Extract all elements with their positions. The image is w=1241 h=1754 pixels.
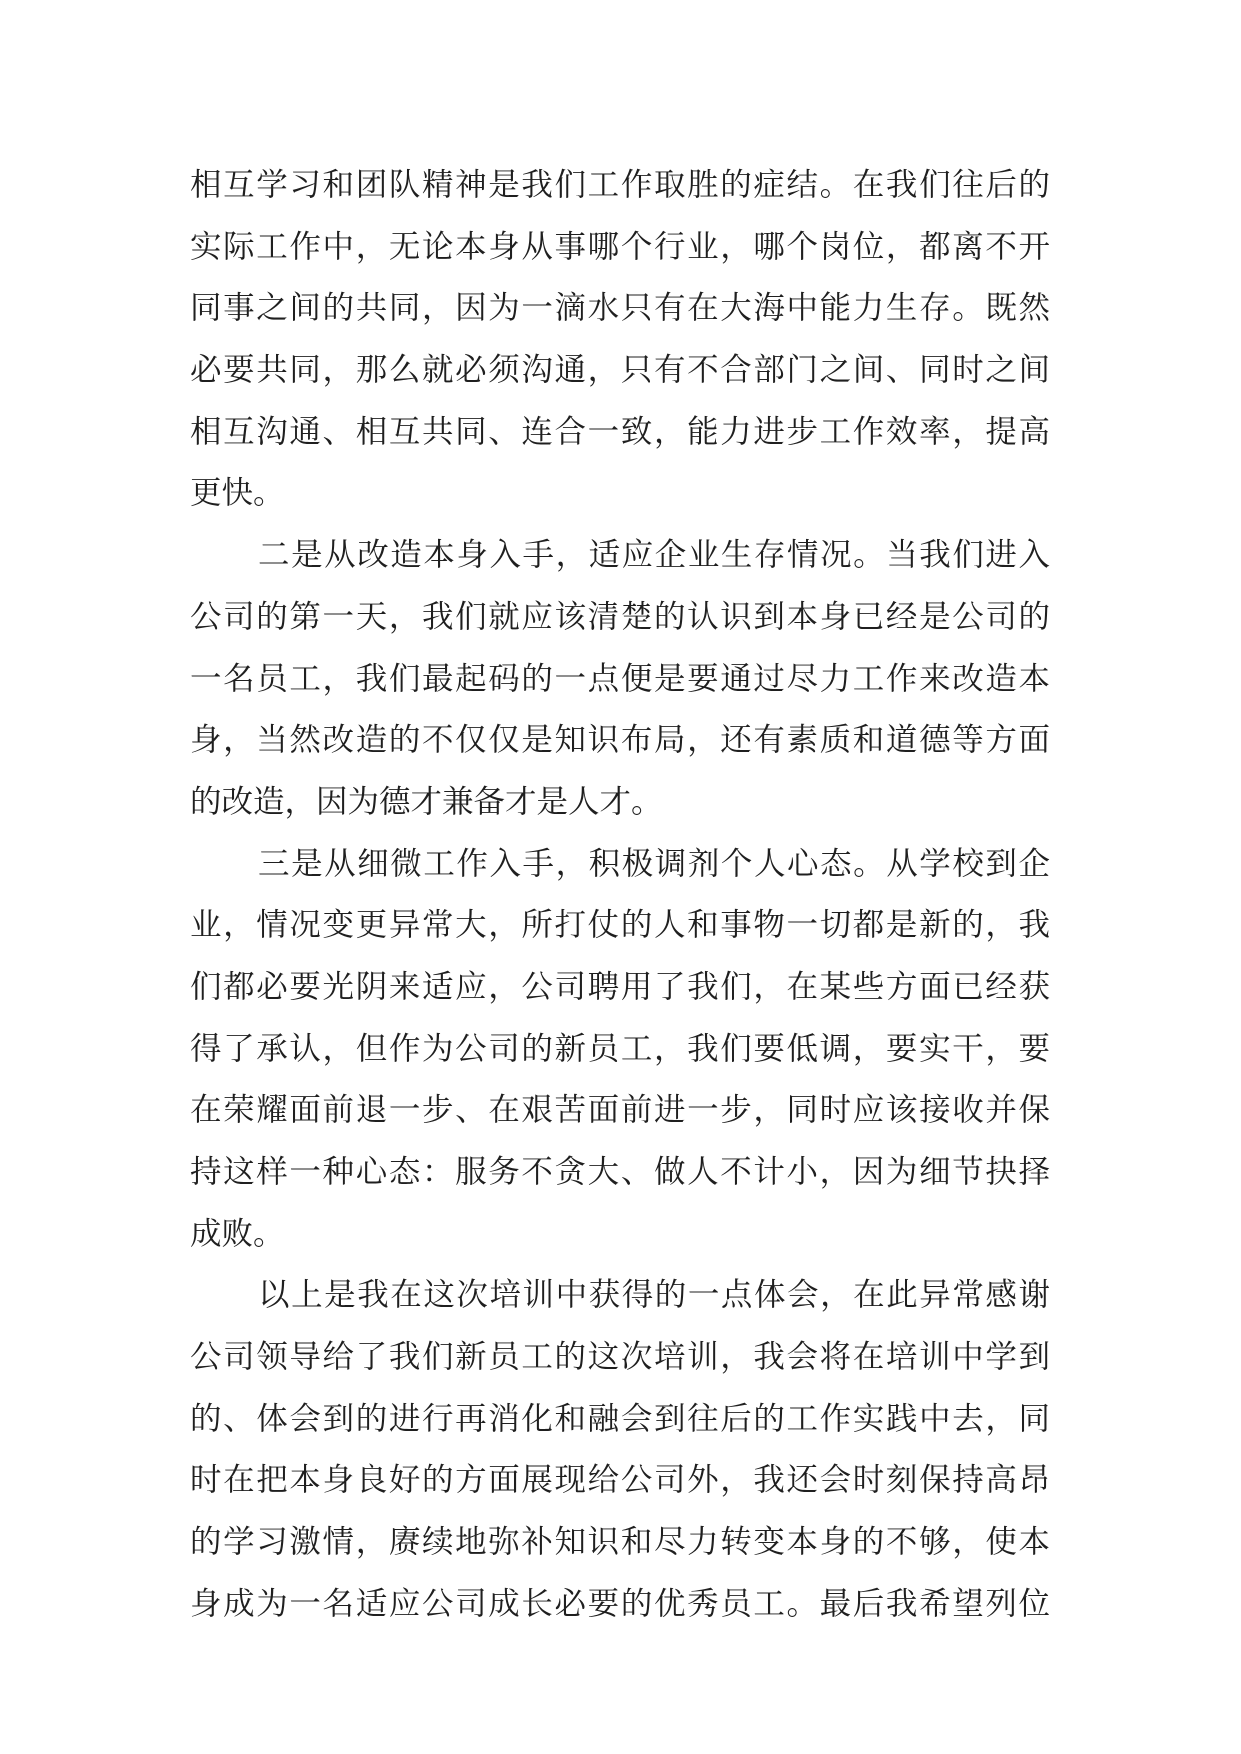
text-line: 在荣耀面前退一步、在艰苦面前进一步，同时应该接收并保	[190, 1092, 1050, 1129]
text-line: 相互沟通、相互共同、连合一致，能力进步工作效率，提高	[190, 413, 1050, 450]
text-line: 一名员工，我们最起码的一点便是要通过尽力工作来改造本	[190, 660, 1050, 697]
text-line: 更快。	[190, 475, 285, 512]
paragraph-first-line: 以上是我在这次培训中获得的一点体会，在此异常感谢	[258, 1277, 1050, 1314]
text-line: 业，情况变更异常大，所打仗的人和事物一切都是新的，我	[190, 907, 1050, 944]
text-line: 的学习激情，赓续地弥补知识和尽力转变本身的不够，使本	[190, 1524, 1050, 1561]
text-line: 身，当然改造的不仅仅是知识布局，还有素质和道德等方面	[190, 722, 1050, 759]
text-line: 持这样一种心态：服务不贪大、做人不计小，因为细节抉择	[190, 1154, 1050, 1190]
text-line: 相互学习和团队精神是我们工作取胜的症结。在我们往后的	[190, 167, 1050, 203]
text-line: 公司领导给了我们新员工的这次培训，我会将在培训中学到	[190, 1339, 1050, 1376]
body-text	[190, 155, 1050, 1636]
text-line: 必要共同，那么就必须沟通，只有不合部门之间、同时之间	[190, 352, 1050, 389]
text-line: 同事之间的共同，因为一滴水只有在大海中能力生存。既然	[190, 290, 1050, 327]
text-line: 的改造，因为德才兼备才是人才。	[190, 783, 663, 820]
text-line: 时在把本身良好的方面展现给公司外，我还会时刻保持高昂	[190, 1462, 1050, 1499]
text-line: 身成为一名适应公司成长必要的优秀员工。最后我希望列位	[190, 1585, 1050, 1622]
text-line: 们都必要光阴来适应，公司聘用了我们，在某些方面已经获	[190, 968, 1050, 1005]
paragraph-first-line: 三是从细微工作入手，积极调剂个人心态。从学校到企	[258, 845, 1050, 882]
text-line: 成败。	[190, 1215, 285, 1252]
text-line: 的、体会到的进行再消化和融会到往后的工作实践中去，同	[190, 1400, 1050, 1437]
text-line: 实际工作中，无论本身从事哪个行业，哪个岗位，都离不开	[190, 228, 1050, 265]
text-line: 公司的第一天，我们就应该清楚的认识到本身已经是公司的	[190, 598, 1050, 635]
text-line: 得了承认，但作为公司的新员工，我们要低调，要实干，要	[190, 1030, 1050, 1067]
paragraph-first-line: 二是从改造本身入手，适应企业生存情况。当我们进入	[258, 537, 1050, 574]
